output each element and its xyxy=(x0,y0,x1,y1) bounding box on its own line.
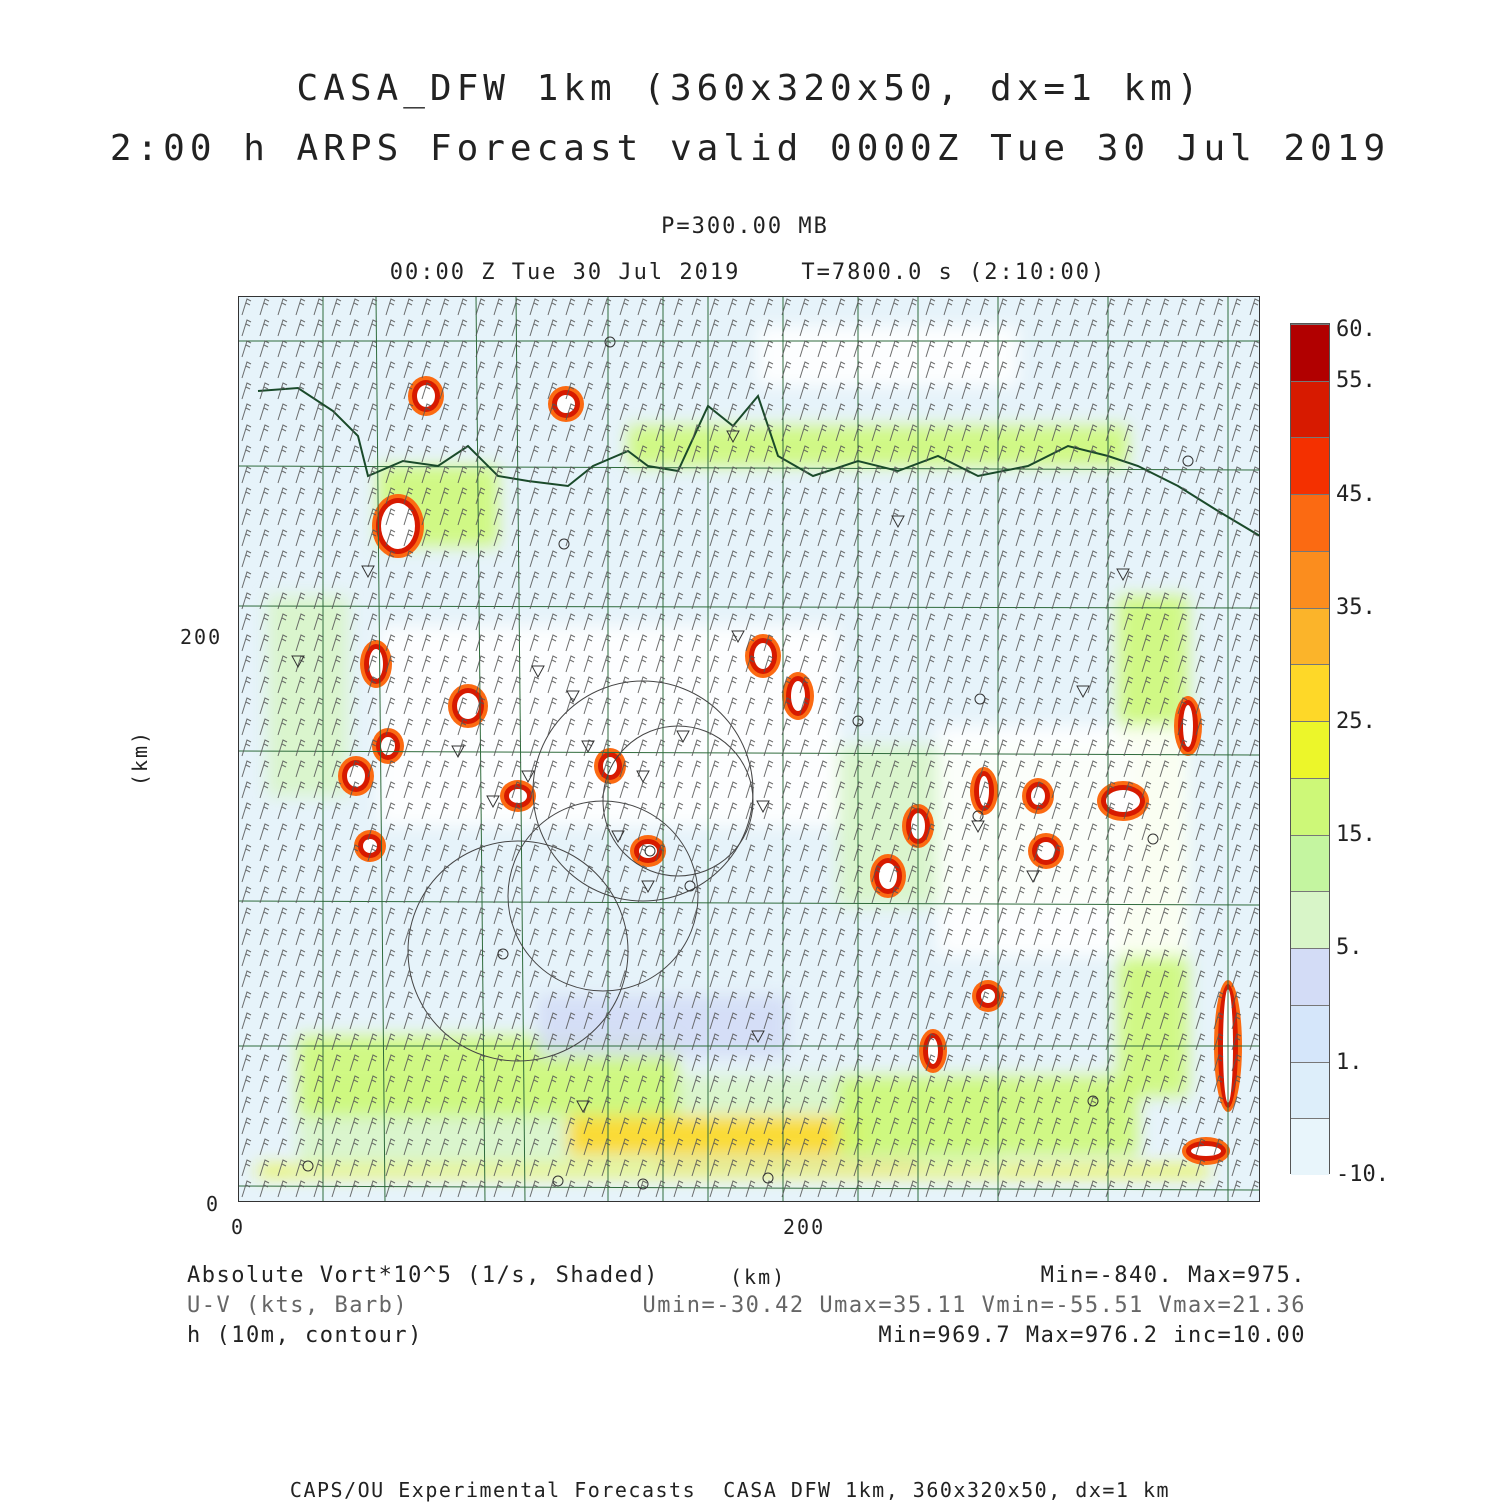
wind-barbs xyxy=(238,296,1260,1202)
y-axis-label: (km) xyxy=(128,729,153,787)
colorbar-segment xyxy=(1291,664,1329,721)
legend-field-vorticity: Absolute Vort*10^5 (1/s, Shaded) xyxy=(187,1263,659,1288)
colorbar-segment xyxy=(1291,778,1329,835)
y-tick-200: 200 xyxy=(180,625,223,649)
title-line-2: 2:00 h ARPS Forecast valid 0000Z Tue 30 Jul 2019 xyxy=(109,128,1391,169)
colorbar-label: 15. xyxy=(1336,822,1376,847)
colorbar-segment xyxy=(1291,721,1329,778)
colorbar-label: 55. xyxy=(1336,368,1376,393)
legend-wind-stats: Umin=-30.42 Umax=35.11 Vmin=-55.51 Vmax=21.36 xyxy=(642,1293,1306,1318)
legend-vorticity-stats: Min=-840. Max=975. xyxy=(1040,1263,1306,1288)
x-tick-0: 0 xyxy=(231,1215,246,1239)
colorbar-segment xyxy=(1291,381,1329,438)
footer-credit: CAPS/OU Experimental Forecasts CASA DFW 1km, 360x320x50, dx=1 km xyxy=(289,1478,1171,1502)
x-tick-200: 200 xyxy=(783,1215,826,1239)
vorticity-map xyxy=(238,296,1260,1202)
colorbar-label: -10. xyxy=(1336,1162,1389,1187)
title-line-1: CASA_DFW 1km (360x320x50, dx=1 km) xyxy=(296,68,1204,109)
valid-time-line: 00:00 Z Tue 30 Jul 2019 T=7800.0 s (2:10:00) xyxy=(389,260,1107,285)
colorbar-segment xyxy=(1291,324,1329,381)
y-tick-0: 0 xyxy=(206,1192,221,1216)
legend-field-height: h (10m, contour) xyxy=(187,1323,423,1348)
colorbar-label: 1. xyxy=(1336,1050,1363,1075)
colorbar-segment xyxy=(1291,437,1329,494)
x-axis-label: (km) xyxy=(730,1265,787,1289)
colorbar-segment xyxy=(1291,835,1329,892)
colorbar-segment xyxy=(1291,1005,1329,1062)
legend-field-wind: U-V (kts, Barb) xyxy=(187,1293,409,1318)
colorbar-segment xyxy=(1291,1118,1329,1175)
colorbar-label: 5. xyxy=(1336,935,1363,960)
legend-height-stats: Min=969.7 Max=976.2 inc=10.00 xyxy=(878,1323,1306,1348)
colorbar-segment xyxy=(1291,551,1329,608)
colorbar-segment xyxy=(1291,494,1329,551)
colorbar-segment xyxy=(1291,891,1329,948)
colorbar-segment xyxy=(1291,1062,1329,1119)
colorbar-label: 45. xyxy=(1336,482,1376,507)
colorbar-segment xyxy=(1291,948,1329,1005)
colorbar-segment xyxy=(1291,608,1329,665)
pressure-level: P=300.00 MB xyxy=(661,214,829,239)
colorbar xyxy=(1290,323,1330,1174)
colorbar-label: 35. xyxy=(1336,595,1376,620)
colorbar-label: 60. xyxy=(1336,317,1376,342)
colorbar-label: 25. xyxy=(1336,709,1376,734)
